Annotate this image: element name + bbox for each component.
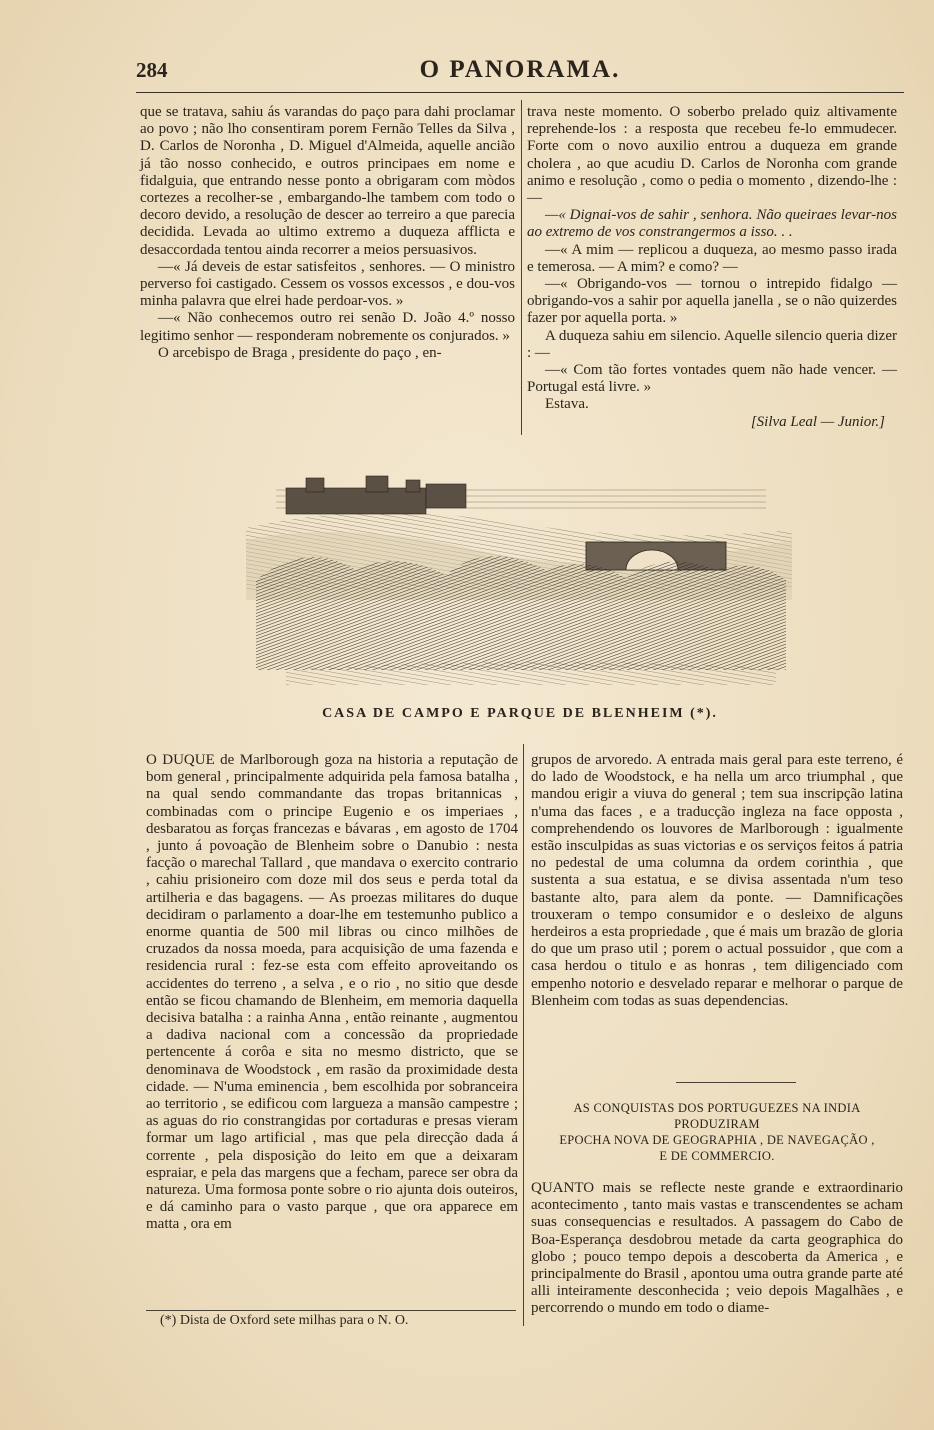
paragraph: que se tratava, sahiu ás varandas do paço para dahi proclamar ao povo ; não lho consentiram porem Fernão Telles da Silva , D. Carlos de Noronha , D. Miguel d'Almeida, aquelle ancião já tão nosso conhecido, e outros principaes em nome e fidalguia, que entrando nesse ponto a obrigaram com mòdos cortezes a recolher-se , embargando-lhe tambem com todo o decoro devido, a resolução de descer ao terreiro a que parecia decidida. Levada ao ultimo extremo a duqueza afflicta e desaccordada tentou ainda recorrer a meios persuasivos.: [140, 104, 515, 258]
bottom-right-column: [531, 752, 903, 1010]
page-header: [136, 56, 904, 90]
signature: [Silva Leal — Junior.]: [750, 413, 885, 430]
paragraph: trava neste momento. O soberbo prelado quiz altivamente reprehende-los : a resposta que recebeu fe-lo emmudecer. Forte com o novo auxilio entrou a duqueza em grande cholera , ao que acudiu D. Carlos de Noronha com grande animo e resolução , como o pedia o momento , dizendo-lhe : —: [527, 104, 897, 207]
journal-title: O PANORAMA.: [419, 56, 621, 83]
section-block: [531, 1100, 903, 1318]
paragraph: —« Obrigando-vos — tornou o intrepido fidalgo — obrigando-vos a sahir por aquella janella , se o não quizerdes fazer por aquella porta. »: [527, 276, 897, 327]
page-number: 284: [136, 58, 168, 82]
section-heading-line: E DE COMMERCIO.: [659, 1149, 775, 1163]
footnote-rule: [146, 1310, 516, 1311]
paragraph: O arcebispo de Braga , presidente do paço , en-: [158, 344, 442, 361]
paragraph: —« A mim — replicou a duqueza, ao mesmo passo irada e temerosa. — A mim? e como? —: [527, 241, 897, 275]
paragraph: QUANTO mais se reflecte neste grande e extraordinario acontecimento , tanto mais vastas e transcendentes se acham suas consequencias e resultados. A passagem do Cabo de Boa-Esperança desdobrou metade da carta geographica do globo ; pouco tempo depois a descoberta da America , e principalmente do Brasil , apontou uma outra grande parte até alli inteiramente desconhecida ; veio depois Magalhães , e percorrendo o mundo em todo o diame-: [531, 1180, 903, 1317]
paragraph: O DUQUE de Marlborough goza na historia a reputação de bom general , principalmente adquirida pela famosa batalha , na qual sendo commandante das tropas britannicas , combinadas com o principe Eugenio e os imperiaes , desbaratou as forças francezas e bávaras , em agosto de 1704 , junto á povoação de Blenheim sobre o Danubio : nesta facção o marechal Tallard , que mandava o exercito contrario , cahiu prisioneiro com doze mil dos seus e perda total da artilheria e das bagagens. — As proezas militares do duque decidiram o parlamento a doar-lhe em testemunho publico a enorme quantia de 500 mil libras ou cinco milhões de cruzados da nossa moeda, para acquisição de uma fazenda e residencia rural : fez-se esta com effeito aproveitando os accidentes do terreno , a selva , e o rio , no sitio que desde então se ficou chamando de Blenheim, em memoria daquella decisiva batalha : a rainha Anna , então reinante , augmentou a dadiva nacional com a concessão da propriedade pertencente á corôa e sita no mesmo districto, que se denominava de Woodstock , em rasão da proximidade desta cidade. — N'uma eminencia , bem escolhida por sobranceira ao territorio , se edificou com largueza a mansão campestre ; as aguas do rio constrangidas por cortaduras e presas vieram formar um lago artificial , mas que pela direcção dada á corrente , pela disposição do leito em que a deixaram espraiar, e pela das margens que a fecham, parece ser obra da natureza. Uma formosa ponte sobre o rio ajunta dois outeiros, e dá caminho para o vasto parque , que ora apparece em matta , ora em: [146, 752, 518, 1233]
paragraph: —« Não conhecemos outro rei senão D. João 4.º nosso legitimo senhor — responderam nobremente os conjurados. »: [140, 310, 515, 344]
column-divider: [523, 744, 524, 1326]
blenheim-engraving: [246, 470, 792, 702]
section-heading: [531, 1100, 903, 1164]
bottom-left-column: [146, 752, 518, 1234]
engraving-caption: CASA DE CAMPO E PARQUE DE BLENHEIM (*).: [322, 706, 718, 721]
top-right-column: [527, 104, 897, 431]
header-rule: [136, 92, 904, 93]
column-divider: [521, 100, 522, 435]
section-heading-line: EPOCHA NOVA DE GEOGRAPHIA , DE NAVEGAÇÃO ,: [559, 1133, 875, 1147]
paragraph: —« Dignai-vos de sahir , senhora. Não queiraes levar-nos ao extremo de vos constrangermos a isso. . .: [527, 207, 897, 241]
section-heading-line: AS CONQUISTAS DOS PORTUGUEZES NA INDIA PRODUZIRAM: [573, 1101, 861, 1131]
paragraph: —« Com tão fortes vontades quem não hade vencer. — Portugal está livre. »: [527, 362, 897, 396]
top-left-column: [140, 104, 515, 362]
paragraph: —« Já deveis de estar satisfeitos , senhores. — O ministro perverso foi castigado. Cessem os vossos excessos , e dou-vos minha palavra que elrei hade perdoar-vos. »: [140, 258, 515, 310]
paragraph: grupos de arvoredo. A entrada mais geral para este terreno, é do lado de Woodstock, e ha nella um arco triumphal , que mandou erigir a viuva do general ; tem sua inscripção latina n'uma das faces , e a traducção ingleza na face opposta , comprehendendo os louvores de Marlborough : igualmente estão insculpidas as suas victorias e os serviços feitos á patria no pedestal de uma columna da ordem corinthia , que sustenta a sua estatua, e se divisa assentada n'um teso bastante alto, para alem da ponte. — Damnificações trouxeram o tempo consumidor e o desleixo de alguns herdeiros a esta propriedade , que é mais um brazão de gloria do que um praso util ; porem o actual possuidor , que com a casa herdou o titulo e as honras , tem diligenciado com empenho notorio e desvelado reparar e melhorar o parque de Blenheim com todas as suas dependencias.: [531, 752, 903, 1009]
paragraph: Estava.: [545, 396, 589, 413]
paragraph: A duqueza sahiu em silencio. Aquelle silencio queria dizer : —: [527, 327, 897, 361]
section-rule: [676, 1082, 796, 1083]
footnote: (*) Dista de Oxford sete milhas para o N. O.: [160, 1313, 409, 1328]
